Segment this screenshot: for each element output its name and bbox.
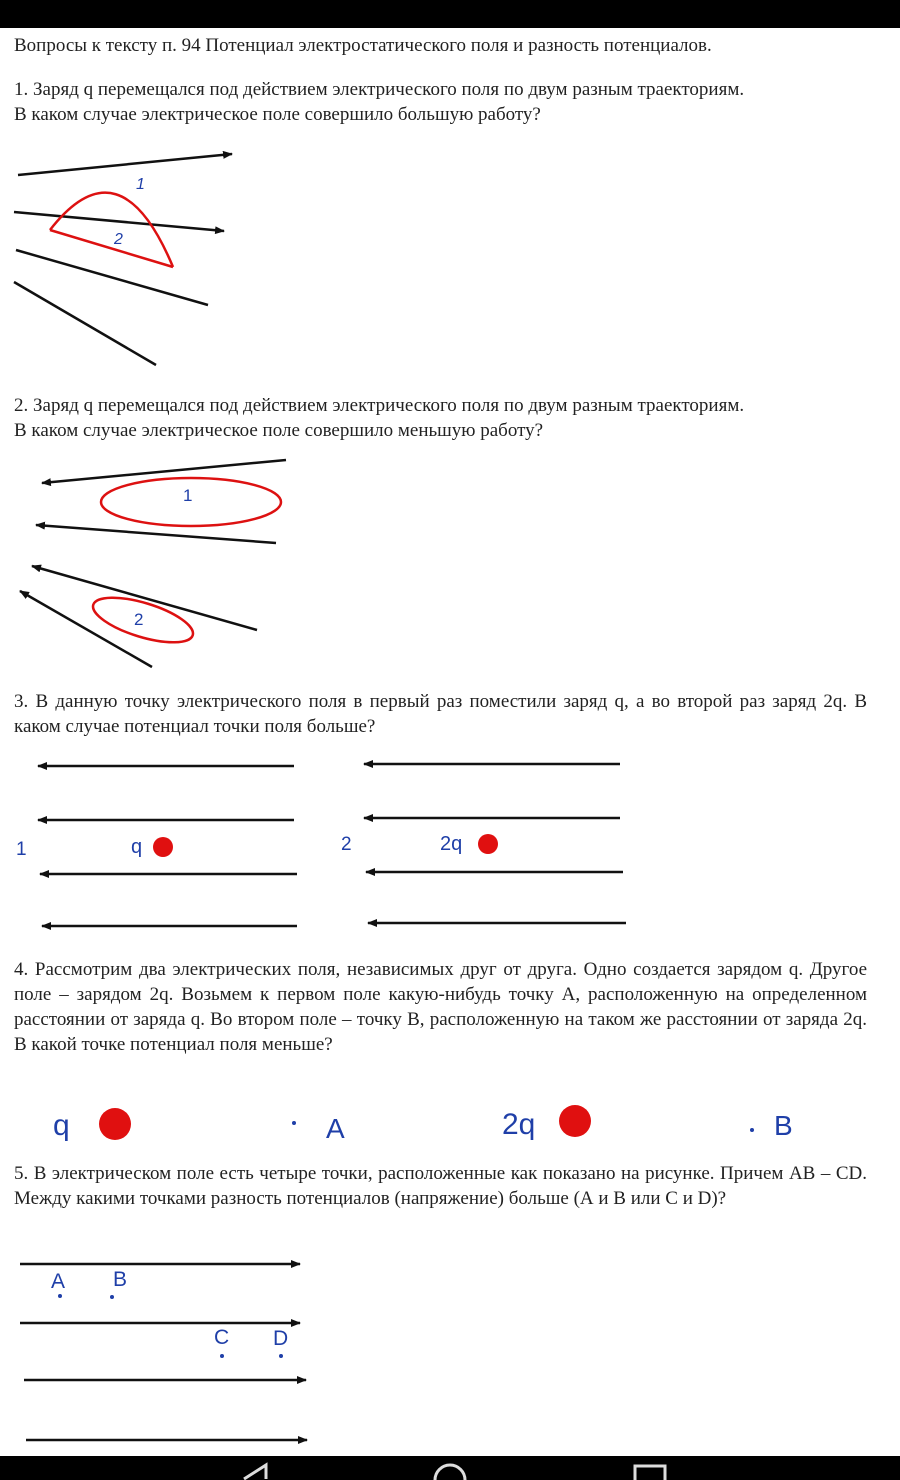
figure-2: [0, 450, 300, 675]
recents-icon[interactable]: [632, 1462, 668, 1480]
trajectory-2: [50, 230, 173, 267]
point-a-label: A: [51, 1270, 66, 1293]
status-bar: [0, 0, 900, 28]
point-b-label: B: [774, 1110, 793, 1141]
charge-2q-dot: [559, 1105, 591, 1137]
figure-3: [0, 748, 660, 938]
case-1-charge-label: q: [131, 836, 143, 858]
trajectory-2-label: 2: [114, 231, 123, 248]
question-5-text: 5. В электрическом поле есть четыре точки, расположенные как показано на рисунке. Причем AB – CD. Между какими точками разность потенциалов (напряжение) больше (А и В или С и D)?: [14, 1163, 867, 1209]
point-c-label: C: [214, 1326, 230, 1349]
point-a-dot: [292, 1121, 296, 1125]
trajectory-2-label: 2: [134, 610, 144, 629]
trajectory-1: [50, 193, 173, 267]
case-2-charge-label: 2q: [440, 833, 463, 855]
question-2-line-2: В каком случае электрическое поле совершило меньшую работу?: [14, 420, 544, 441]
charge-q-dot: [153, 837, 173, 857]
figure-4: [0, 1096, 820, 1152]
charge-2q-dot: [478, 834, 498, 854]
field-lines: [20, 460, 286, 667]
page-title: Вопросы к тексту п. 94 Потенциал электростатического поля и разность потенциалов.: [14, 35, 712, 56]
figure-1: [0, 140, 300, 375]
question-1-line-2: В каком случае электрическое поле совершило большую работу?: [14, 104, 541, 125]
charge-2q-label: 2q: [502, 1108, 536, 1141]
point-b-label: B: [113, 1268, 128, 1291]
case-2-label: 2: [341, 834, 352, 855]
question-2-line-1: 2. Заряд q перемещался под действием электрического поля по двум разным траекториям.: [14, 395, 745, 416]
point-a-label: A: [326, 1113, 345, 1144]
home-icon[interactable]: [432, 1462, 468, 1480]
question-4-text: 4. Рассмотрим два электрических поля, независимых друг от друга. Одно создается зарядом q. Другое поле – зарядом 2q. Возьмем к первом поле какую-нибудь точку А, расположенную на определенном расстоянии от заряда q. Во втором поле – точку В, расположенную на таком же расстоянии от заряда 2q. В какой точке потенциал поля меньше?: [14, 959, 867, 1055]
point-d-label: D: [273, 1327, 289, 1350]
point-d-dot: [279, 1354, 283, 1358]
point-a-dot: [58, 1294, 62, 1298]
charge-q-dot: [99, 1108, 131, 1140]
charge-q-label: q: [53, 1109, 70, 1142]
back-icon[interactable]: [240, 1462, 270, 1480]
trajectory-1-label: 1: [183, 486, 193, 505]
trajectory-1-label: 1: [136, 176, 145, 193]
question-1-line-1: 1. Заряд q перемещался под действием электрического поля по двум разным траекториям.: [14, 79, 745, 100]
figure-5: [0, 1250, 330, 1450]
field-lines: [14, 154, 232, 365]
case-1-label: 1: [16, 839, 27, 860]
point-b-dot: [110, 1295, 114, 1299]
point-b-dot: [750, 1128, 754, 1132]
point-c-dot: [220, 1354, 224, 1358]
question-3-text: 3. В данную точку электрического поля в первый раз поместили заряд q, а во второй раз заряд 2q. В каком случае потенциал точки поля больше?: [14, 691, 867, 737]
